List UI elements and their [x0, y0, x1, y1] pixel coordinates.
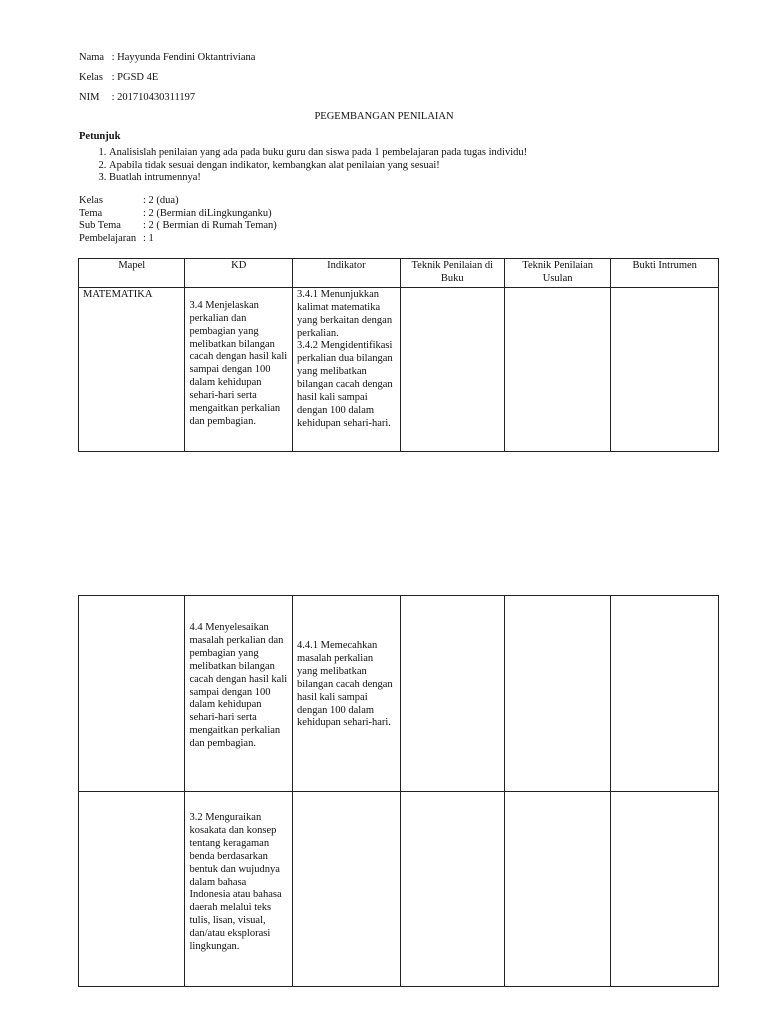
meta-block [79, 195, 277, 246]
cell-teknik-buku [400, 792, 504, 987]
meta-label: Tema [79, 207, 103, 219]
col-header-kd: KD [185, 259, 293, 288]
cell-mapel [79, 792, 185, 987]
assessment-table-1 [78, 258, 719, 452]
meta-row-kelas [79, 195, 277, 208]
meta-label: Pembelajaran [79, 233, 137, 245]
cell-teknik-buku [400, 596, 504, 792]
cell-bukti [611, 792, 719, 987]
meta-label: Sub Tema [79, 220, 121, 232]
cell-mapel: MATEMATIKA [79, 287, 185, 451]
kelas-label: Kelas [79, 72, 103, 83]
cell-kd: 3.2 Menguraikan kosakata dan konsep tentang keragaman benda berdasarkan bentuk dan wujudnya dalam bahasa Indonesia atau bahasa daerah melalui teks tulis, lisan, visual, dan/atau eksplorasi lingkungan. [185, 792, 293, 987]
student-name-line [79, 52, 255, 63]
student-nim-line [79, 92, 195, 103]
meta-row-subtema [79, 220, 277, 233]
meta-value: : 2 ( Bermian di Rumah Teman) [143, 220, 277, 232]
meta-value: : 2 (dua) [143, 195, 179, 206]
col-header-teknik-usulan: Teknik Penilaian Usulan [504, 259, 610, 288]
nim-value: : 201710430311197 [111, 92, 196, 103]
cell-indikator: 4.4.1 Memecahkan masalah perkalian yang melibatkan bilangan cacah dengan hasil kali sampai dengan 100 dalam kehidupan sehari-hari. [293, 596, 401, 792]
col-header-indikator: Indikator [293, 259, 401, 288]
col-header-mapel: Mapel [79, 259, 185, 288]
meta-value: : 1 [143, 233, 154, 245]
cell-indikator: 3.4.1 Menunjukkan kalimat matematika yang berkaitan dengan perkalian. 3.4.2 Mengidentifikasi perkalian dua bilangan yang melibatkan bilangan cacah dengan hasil kali sampai dengan 100 dalam kehidupan sehari-hari. [293, 287, 401, 451]
cell-bukti [611, 596, 719, 792]
table-row [79, 792, 719, 987]
page-title: PEGEMBANGAN PENILAIAN [314, 111, 454, 122]
col-header-teknik-buku: Teknik Penilaian di Buku [400, 259, 504, 288]
student-class-line [79, 72, 158, 83]
instruction-item: 2. Apabila tidak sesuai dengan indikator, kembangkan alat penilaian yang sesuai! [109, 160, 527, 173]
assessment-table-2 [78, 595, 719, 987]
table-header-row [79, 259, 719, 288]
instruction-item: 1. Analisislah penilaian yang ada pada buku guru dan siswa pada 1 pembelajaran pada tugas individu! [109, 147, 527, 160]
kelas-value: : PGSD 4E [111, 72, 159, 83]
instruction-item: 3. Buatlah intrumennya! [109, 172, 527, 185]
table-row [79, 596, 719, 792]
cell-teknik-buku [400, 287, 504, 451]
cell-teknik-usulan [504, 287, 610, 451]
meta-row-tema [79, 208, 277, 221]
cell-mapel [79, 596, 185, 792]
cell-teknik-usulan [504, 596, 610, 792]
col-header-bukti: Bukti Intrumen [611, 259, 719, 288]
cell-indikator [293, 792, 401, 987]
cell-kd: 4.4 Menyelesaikan masalah perkalian dan pembagian yang melibatkan bilangan cacah dengan hasil kali sampai dengan 100 dalam kehidupan sehari-hari serta mengaitkan perkalian dan pembagian. [185, 596, 293, 792]
cell-bukti [611, 287, 719, 451]
nama-label: Nama [79, 52, 105, 63]
meta-label: Kelas [79, 195, 103, 206]
instruction-list [79, 147, 527, 185]
nama-value: : Hayyunda Fendini Oktantriviana [111, 52, 256, 63]
cell-teknik-usulan [504, 792, 610, 987]
meta-row-pembelajaran [79, 233, 277, 246]
cell-kd: 3.4 Menjelaskan perkalian dan pembagian yang melibatkan bilangan cacah dengan hasil kali sampai dengan 100 dalam kehidupan sehari-hari serta mengaitkan perkalian dan pembagian. [185, 287, 293, 451]
petunjuk-heading: Petunjuk [79, 131, 121, 142]
meta-value: : 2 (Bermian diLingkunganku) [143, 207, 272, 219]
table-row [79, 287, 719, 451]
nim-label: NIM [79, 92, 100, 103]
